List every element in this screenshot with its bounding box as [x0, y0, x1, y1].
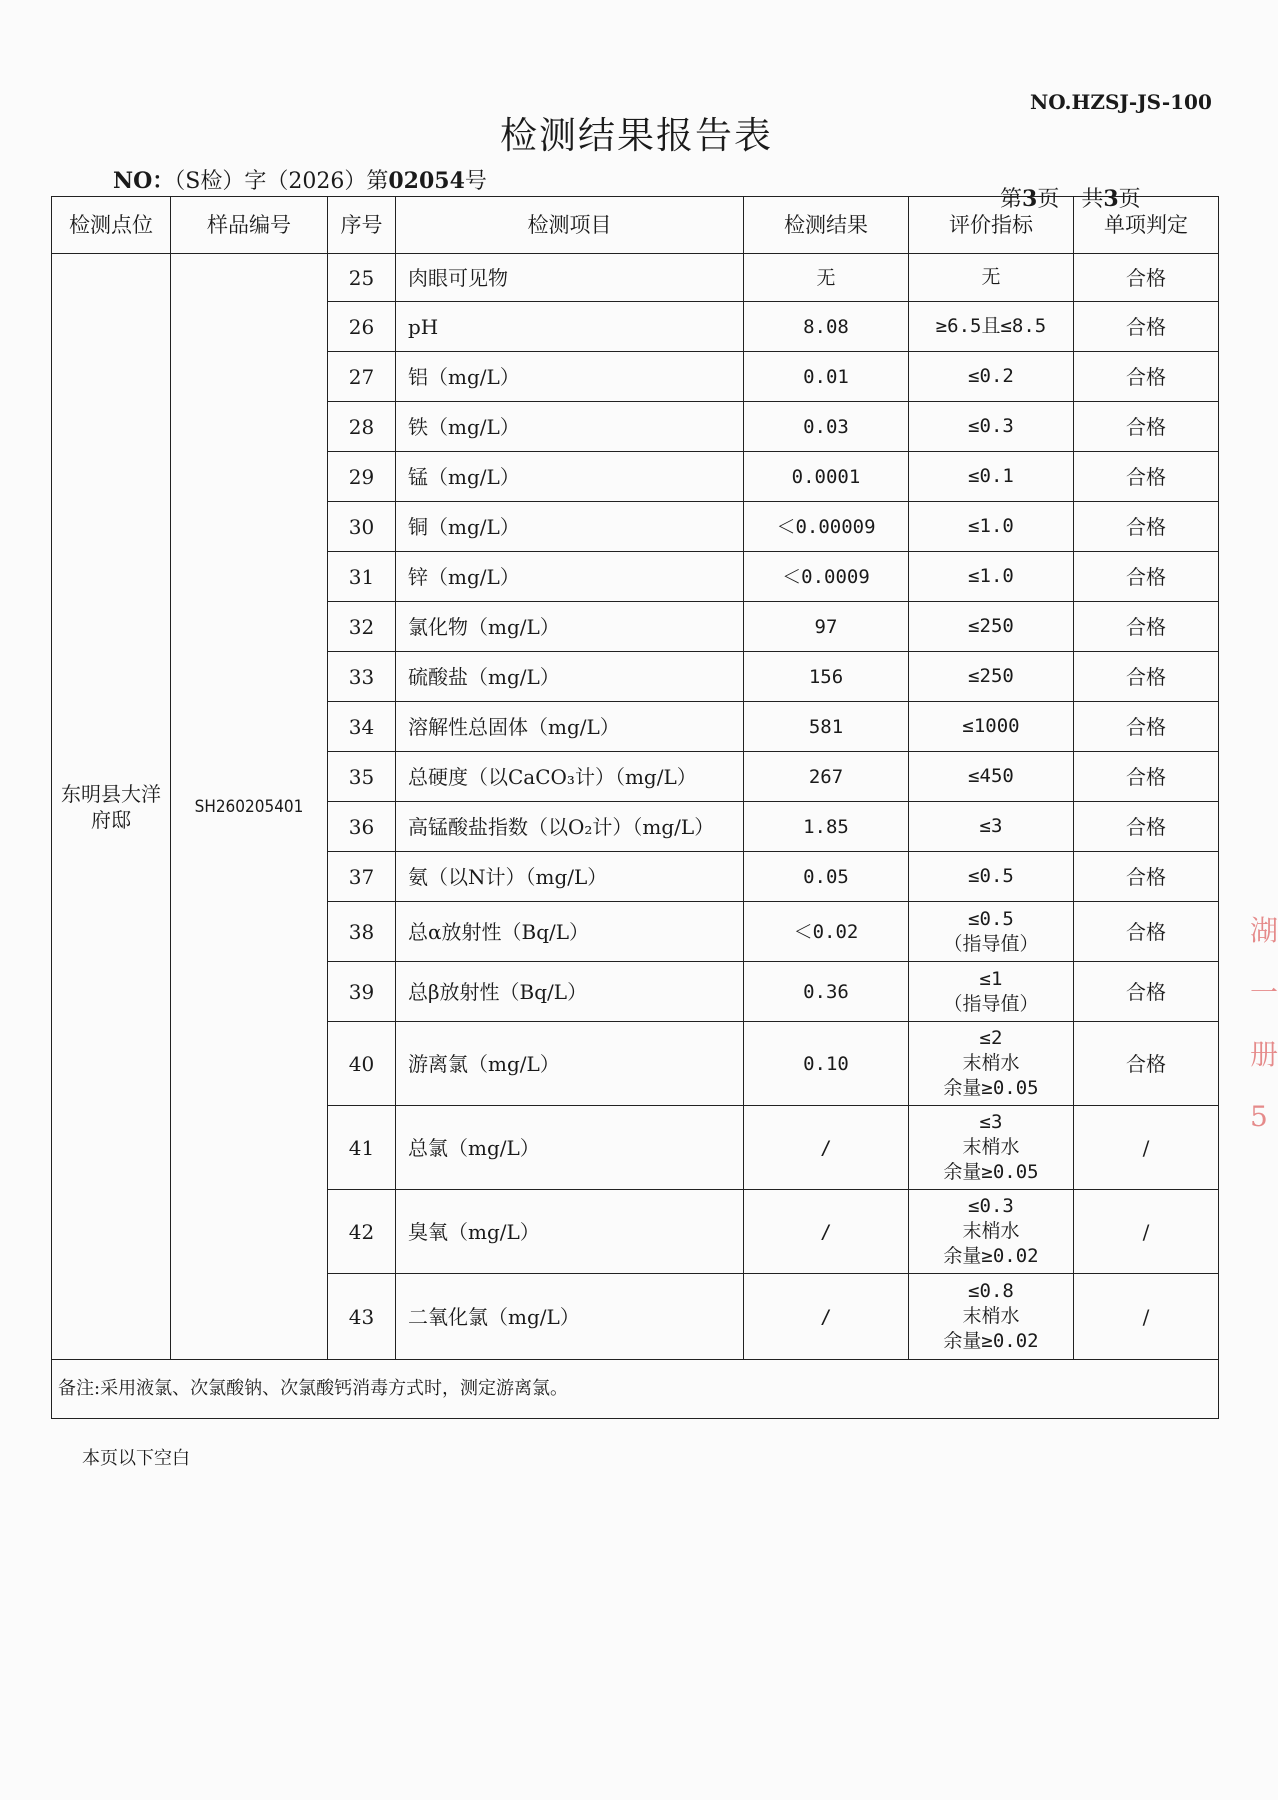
page-mid: 页 共: [1037, 187, 1104, 212]
test-item-cell: 总氯（mg/L）: [396, 1106, 744, 1190]
result-cell: 1.85: [744, 802, 909, 852]
result-cell: /: [744, 1190, 909, 1274]
seq-no-cell: 29: [328, 452, 396, 502]
seq-no-cell: 27: [328, 352, 396, 402]
judgement-cell: 合格: [1074, 452, 1219, 502]
seq-no-cell: 43: [328, 1274, 396, 1360]
standard-cell: ≥6.5且≤8.5: [909, 302, 1074, 352]
table-body: [52, 254, 1219, 1360]
test-item-cell: pH: [396, 302, 744, 352]
standard-cell: ≤1.0: [909, 502, 1074, 552]
result-cell: 无: [744, 254, 909, 302]
seq-no-cell: 33: [328, 652, 396, 702]
report-title: 检测结果报告表: [500, 114, 773, 157]
judgement-cell: 合格: [1074, 352, 1219, 402]
result-cell: 97: [744, 602, 909, 652]
test-item-cell: 溶解性总固体（mg/L）: [396, 702, 744, 752]
standard-cell: ≤1000: [909, 702, 1074, 752]
judgement-cell: 合格: [1074, 802, 1219, 852]
form-code: NO.HZSJ-JS-100: [1030, 90, 1212, 114]
test-item-cell: 臭氧（mg/L）: [396, 1190, 744, 1274]
judgement-cell: /: [1074, 1106, 1219, 1190]
results-table: [51, 196, 1219, 1419]
test-item-cell: 肉眼可见物: [396, 254, 744, 302]
seq-no-cell: 39: [328, 962, 396, 1022]
result-cell: /: [744, 1106, 909, 1190]
page-current: 3: [1022, 186, 1038, 212]
blank-note: 本页以下空白: [82, 1448, 190, 1469]
report-no-num: 02054: [388, 168, 465, 194]
seq-no-cell: 42: [328, 1190, 396, 1274]
seq-no-cell: 41: [328, 1106, 396, 1190]
seq-no-cell: 40: [328, 1022, 396, 1106]
test-item-cell: 铝（mg/L）: [396, 352, 744, 402]
standard-cell: ≤1.0: [909, 552, 1074, 602]
test-item-cell: 锰（mg/L）: [396, 452, 744, 502]
result-cell: 0.01: [744, 352, 909, 402]
stamp-fragment: 湖 一 册 5: [1250, 914, 1278, 1133]
standard-cell: ≤0.8 末梢水 余量≥0.02: [909, 1274, 1074, 1360]
standard-cell: ≤0.3 末梢水 余量≥0.02: [909, 1190, 1074, 1274]
test-item-cell: 硫酸盐（mg/L）: [396, 652, 744, 702]
header-result: 检测结果: [744, 197, 909, 254]
judgement-cell: /: [1074, 1274, 1219, 1360]
result-cell: 156: [744, 652, 909, 702]
result-cell: ＜0.00009: [744, 502, 909, 552]
judgement-cell: 合格: [1074, 302, 1219, 352]
seq-no-cell: 36: [328, 802, 396, 852]
seq-no-cell: 34: [328, 702, 396, 752]
report-number: [113, 164, 487, 195]
judgement-cell: 合格: [1074, 402, 1219, 452]
result-cell: 0.0001: [744, 452, 909, 502]
remark-row: [52, 1360, 1219, 1419]
standard-cell: ≤0.5 （指导值）: [909, 902, 1074, 962]
standard-cell: ≤0.3: [909, 402, 1074, 452]
result-cell: 0.05: [744, 852, 909, 902]
standard-cell: ≤0.1: [909, 452, 1074, 502]
standard-cell: ≤0.5: [909, 852, 1074, 902]
test-item-cell: 总α放射性（Bq/L）: [396, 902, 744, 962]
result-cell: 581: [744, 702, 909, 752]
header-sample-id: 样品编号: [171, 197, 328, 254]
result-cell: ＜0.0009: [744, 552, 909, 602]
judgement-cell: 合格: [1074, 602, 1219, 652]
page-end: 页: [1118, 187, 1141, 212]
test-item-cell: 锌（mg/L）: [396, 552, 744, 602]
standard-cell: ≤450: [909, 752, 1074, 802]
result-cell: 267: [744, 752, 909, 802]
result-cell: ＜0.02: [744, 902, 909, 962]
result-cell: 0.03: [744, 402, 909, 452]
test-item-cell: 总β放射性（Bq/L）: [396, 962, 744, 1022]
result-cell: 0.10: [744, 1022, 909, 1106]
test-item-cell: 高锰酸盐指数（以O₂计）（mg/L）: [396, 802, 744, 852]
standard-cell: ≤1 （指导值）: [909, 962, 1074, 1022]
test-item-cell: 铜（mg/L）: [396, 502, 744, 552]
header-test-item: 检测项目: [396, 197, 744, 254]
table-row: [52, 254, 1219, 302]
judgement-cell: 合格: [1074, 652, 1219, 702]
header-seq-no: 序号: [328, 197, 396, 254]
seq-no-cell: 37: [328, 852, 396, 902]
location-cell: 东明县大洋府邸: [52, 254, 171, 1360]
judgement-cell: 合格: [1074, 552, 1219, 602]
seq-no-cell: 25: [328, 254, 396, 302]
sample-id-cell: SH260205401: [171, 254, 328, 1360]
test-item-cell: 铁（mg/L）: [396, 402, 744, 452]
report-no-label: NO：: [113, 168, 175, 194]
standard-cell: ≤250: [909, 652, 1074, 702]
header-judgement: 单项判定: [1074, 197, 1219, 254]
result-cell: 8.08: [744, 302, 909, 352]
report-no-mid: （S检）字（2026）第: [174, 169, 389, 194]
judgement-cell: /: [1074, 1190, 1219, 1274]
test-item-cell: 总硬度（以CaCO₃计）（mg/L）: [396, 752, 744, 802]
judgement-cell: 合格: [1074, 752, 1219, 802]
page-pre: 第: [1000, 187, 1023, 212]
report-no-end: 号: [464, 169, 487, 194]
page-total: 3: [1103, 186, 1119, 212]
judgement-cell: 合格: [1074, 962, 1219, 1022]
seq-no-cell: 32: [328, 602, 396, 652]
test-item-cell: 氨（以N计）（mg/L）: [396, 852, 744, 902]
judgement-cell: 合格: [1074, 702, 1219, 752]
seq-no-cell: 30: [328, 502, 396, 552]
table-header-row: [52, 197, 1219, 254]
judgement-cell: 合格: [1074, 902, 1219, 962]
standard-cell: ≤3 末梢水 余量≥0.05: [909, 1106, 1074, 1190]
test-item-cell: 游离氯（mg/L）: [396, 1022, 744, 1106]
judgement-cell: 合格: [1074, 852, 1219, 902]
test-item-cell: 二氧化氯（mg/L）: [396, 1274, 744, 1360]
standard-cell: ≤3: [909, 802, 1074, 852]
judgement-cell: 合格: [1074, 254, 1219, 302]
seq-no-cell: 35: [328, 752, 396, 802]
remark-text: 备注:采用液氯、次氯酸钠、次氯酸钙消毒方式时，测定游离氯。: [52, 1360, 1219, 1419]
seq-no-cell: 31: [328, 552, 396, 602]
result-cell: /: [744, 1274, 909, 1360]
standard-cell: ≤250: [909, 602, 1074, 652]
result-cell: 0.36: [744, 962, 909, 1022]
standard-cell: ≤0.2: [909, 352, 1074, 402]
judgement-cell: 合格: [1074, 1022, 1219, 1106]
seq-no-cell: 28: [328, 402, 396, 452]
header-location: 检测点位: [52, 197, 171, 254]
header-standard: 评价指标: [909, 197, 1074, 254]
test-item-cell: 氯化物（mg/L）: [396, 602, 744, 652]
judgement-cell: 合格: [1074, 502, 1219, 552]
seq-no-cell: 38: [328, 902, 396, 962]
standard-cell: 无: [909, 254, 1074, 302]
seq-no-cell: 26: [328, 302, 396, 352]
standard-cell: ≤2 末梢水 余量≥0.05: [909, 1022, 1074, 1106]
